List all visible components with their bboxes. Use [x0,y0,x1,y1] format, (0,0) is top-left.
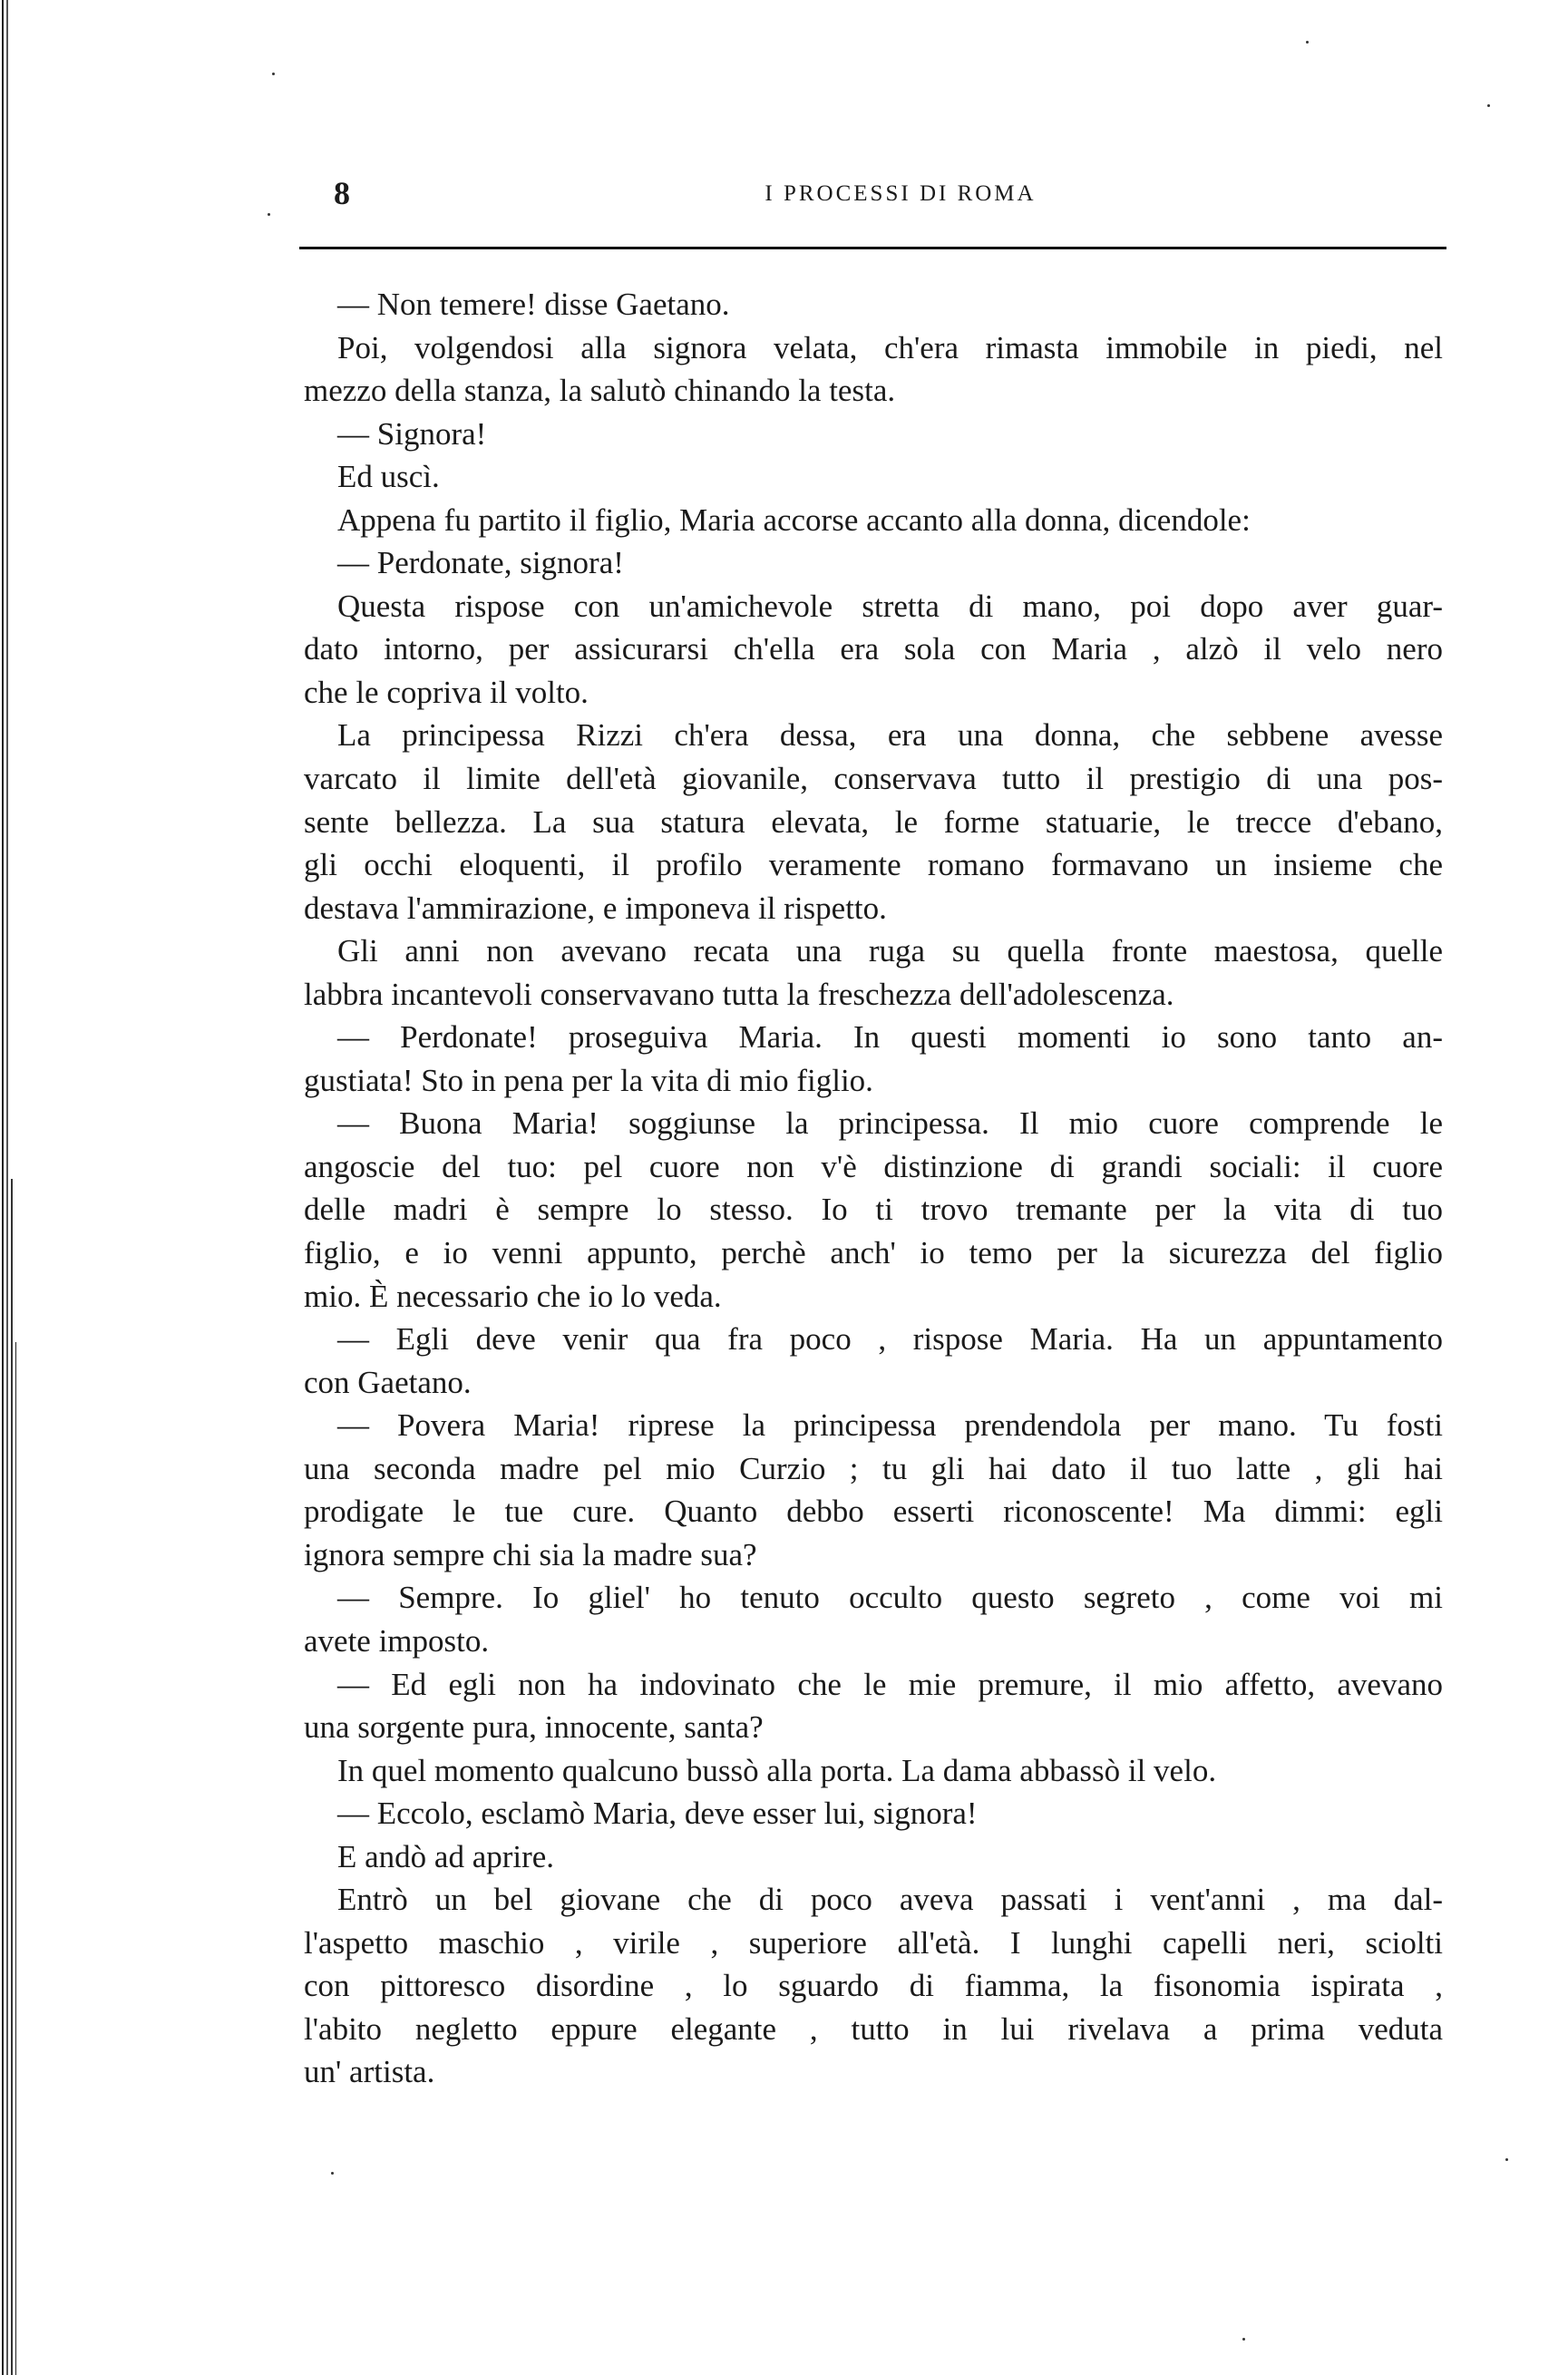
paragraph [304,541,1443,585]
text-line: figlio, e io venni appunto, perchè anch' io temo per la sicurezza del figlio [304,1235,1443,1271]
text-line: sente bellezza. La sua statura elevata, le forme statuarie, le trecce d'ebano, [304,803,1443,840]
page-header [304,174,1443,214]
scan-edge-artifact [0,0,20,2375]
text-line: l'abito negletto eppure elegante , tutto in lui rivelava a prima veduta [304,2010,1443,2047]
text-line: labbra incantevoli conservavano tutta la freschezza dell'adolescenza. [304,976,1174,1012]
paragraph [304,1318,1443,1404]
text-line: — Povera Maria! riprese la principessa prendendola per mano. Tu fosti [337,1407,1443,1444]
paragraph [304,1749,1443,1793]
text-line: una seconda madre pel mio Curzio ; tu gli hai dato il tuo latte , gli hai [304,1450,1443,1486]
paragraph [304,1835,1443,1879]
text-line: — Non temere! disse Gaetano. [337,287,730,322]
page-body-text [304,283,1443,2094]
paragraph [304,455,1443,499]
text-line: gli occhi eloquenti, il profilo veramente romano formavano un insieme che [304,847,1443,883]
scan-speck [1505,2158,1508,2161]
text-line: mio. È necessario che io lo veda. [304,1278,722,1314]
text-line: varcato il limite dell'età giovanile, conservava tutto il prestigio di una pos- [304,761,1443,797]
paragraph [304,1102,1443,1318]
scan-speck [1306,41,1309,44]
text-line: l'aspetto maschio , virile , superiore all'età. I lunghi capelli neri, sciolti [304,1924,1443,1961]
paragraph [304,1016,1443,1102]
scan-speck [1242,2338,1245,2341]
text-line: Gli anni non avevano recata una ruga su quella fronte maestosa, quelle [337,933,1443,969]
text-line: Appena fu partito il figlio, Maria accorse accanto alla donna, dicendole: [337,501,1251,538]
text-line: Poi, volgendosi alla signora velata, ch'era rimasta immobile in piedi, nel [337,329,1443,365]
text-line: ignora sempre chi sia la madre sua? [304,1536,757,1572]
text-line: un' artista. [304,2054,435,2090]
text-line: In quel momento qualcuno bussò alla porta. La dama abbassò il velo. [337,1752,1217,1788]
scan-speck [1487,104,1490,107]
text-line: con pittoresco disordine , lo sguardo di fiamma, la fisonomia ispirata , [304,1968,1443,2004]
text-line: — Perdonate, signora! [337,545,624,581]
text-line: La principessa Rizzi ch'era dessa, era una donna, che sebbene avesse [337,717,1443,754]
text-line: che le copriva il volto. [304,674,589,710]
scan-speck [272,73,275,75]
text-line: una sorgente pura, innocente, santa? [304,1709,764,1746]
text-line: con Gaetano. [304,1364,472,1400]
text-line: mezzo della stanza, la salutò chinando la testa. [304,373,896,409]
text-line: Ed uscì. [337,459,440,495]
header-rule [299,247,1446,249]
text-line: angoscie del tuo: pel cuore non v'è distinzione di grandi sociali: il cuore [304,1148,1443,1184]
text-line: — Signora! [337,415,487,452]
text-line: — Buona Maria! soggiunse la principessa. Il mio cuore comprende le [337,1105,1443,1142]
paragraph [304,585,1443,715]
running-title: I PROCESSI DI ROMA [765,181,1037,206]
text-line: E andò ad aprire. [337,1838,555,1874]
paragraph [304,714,1443,930]
paragraph [304,326,1443,413]
paragraph [304,1576,1443,1662]
text-line: — Ed egli non ha indovinato che le mie premure, il mio affetto, avevano [337,1666,1443,1702]
text-line: destava l'ammirazione, e imponeva il rispetto. [304,890,887,926]
text-line: dato intorno, per assicurarsi ch'ella era sola con Maria , alzò il velo nero [304,631,1443,667]
paragraph [304,1404,1443,1576]
paragraph [304,930,1443,1016]
scan-speck [331,2172,334,2175]
paragraph [304,413,1443,456]
text-line: delle madri è sempre lo stesso. Io ti trovo tremante per la vita di tuo [304,1192,1443,1228]
paragraph [304,283,1443,326]
text-line: Questa rispose con un'amichevole stretta di mano, poi dopo aver guar- [337,588,1443,624]
text-line: Entrò un bel giovane che di poco aveva passati i vent'anni , ma dal- [337,1882,1443,1918]
text-line: gustiata! Sto in pena per la vita di mio figlio. [304,1062,873,1098]
text-line: prodigate le tue cure. Quanto debbo esserti riconoscente! Ma dimmi: egli [304,1494,1443,1530]
scan-speck [268,213,270,216]
paragraph [304,1792,1443,1835]
text-line: — Eccolo, esclamò Maria, deve esser lui, signora! [337,1796,978,1832]
paragraph [304,499,1443,542]
paragraph [304,1878,1443,2094]
text-line: — Sempre. Io gliel' ho tenuto occulto questo segreto , come voi mi [337,1580,1443,1616]
paragraph [304,1663,1443,1749]
text-line: — Egli deve venir qua fra poco , rispose Maria. Ha un appuntamento [337,1321,1443,1358]
text-line: — Perdonate! proseguiva Maria. In questi momenti io sono tanto an- [337,1019,1443,1056]
text-line: avete imposto. [304,1622,490,1659]
page-number: 8 [334,175,350,211]
